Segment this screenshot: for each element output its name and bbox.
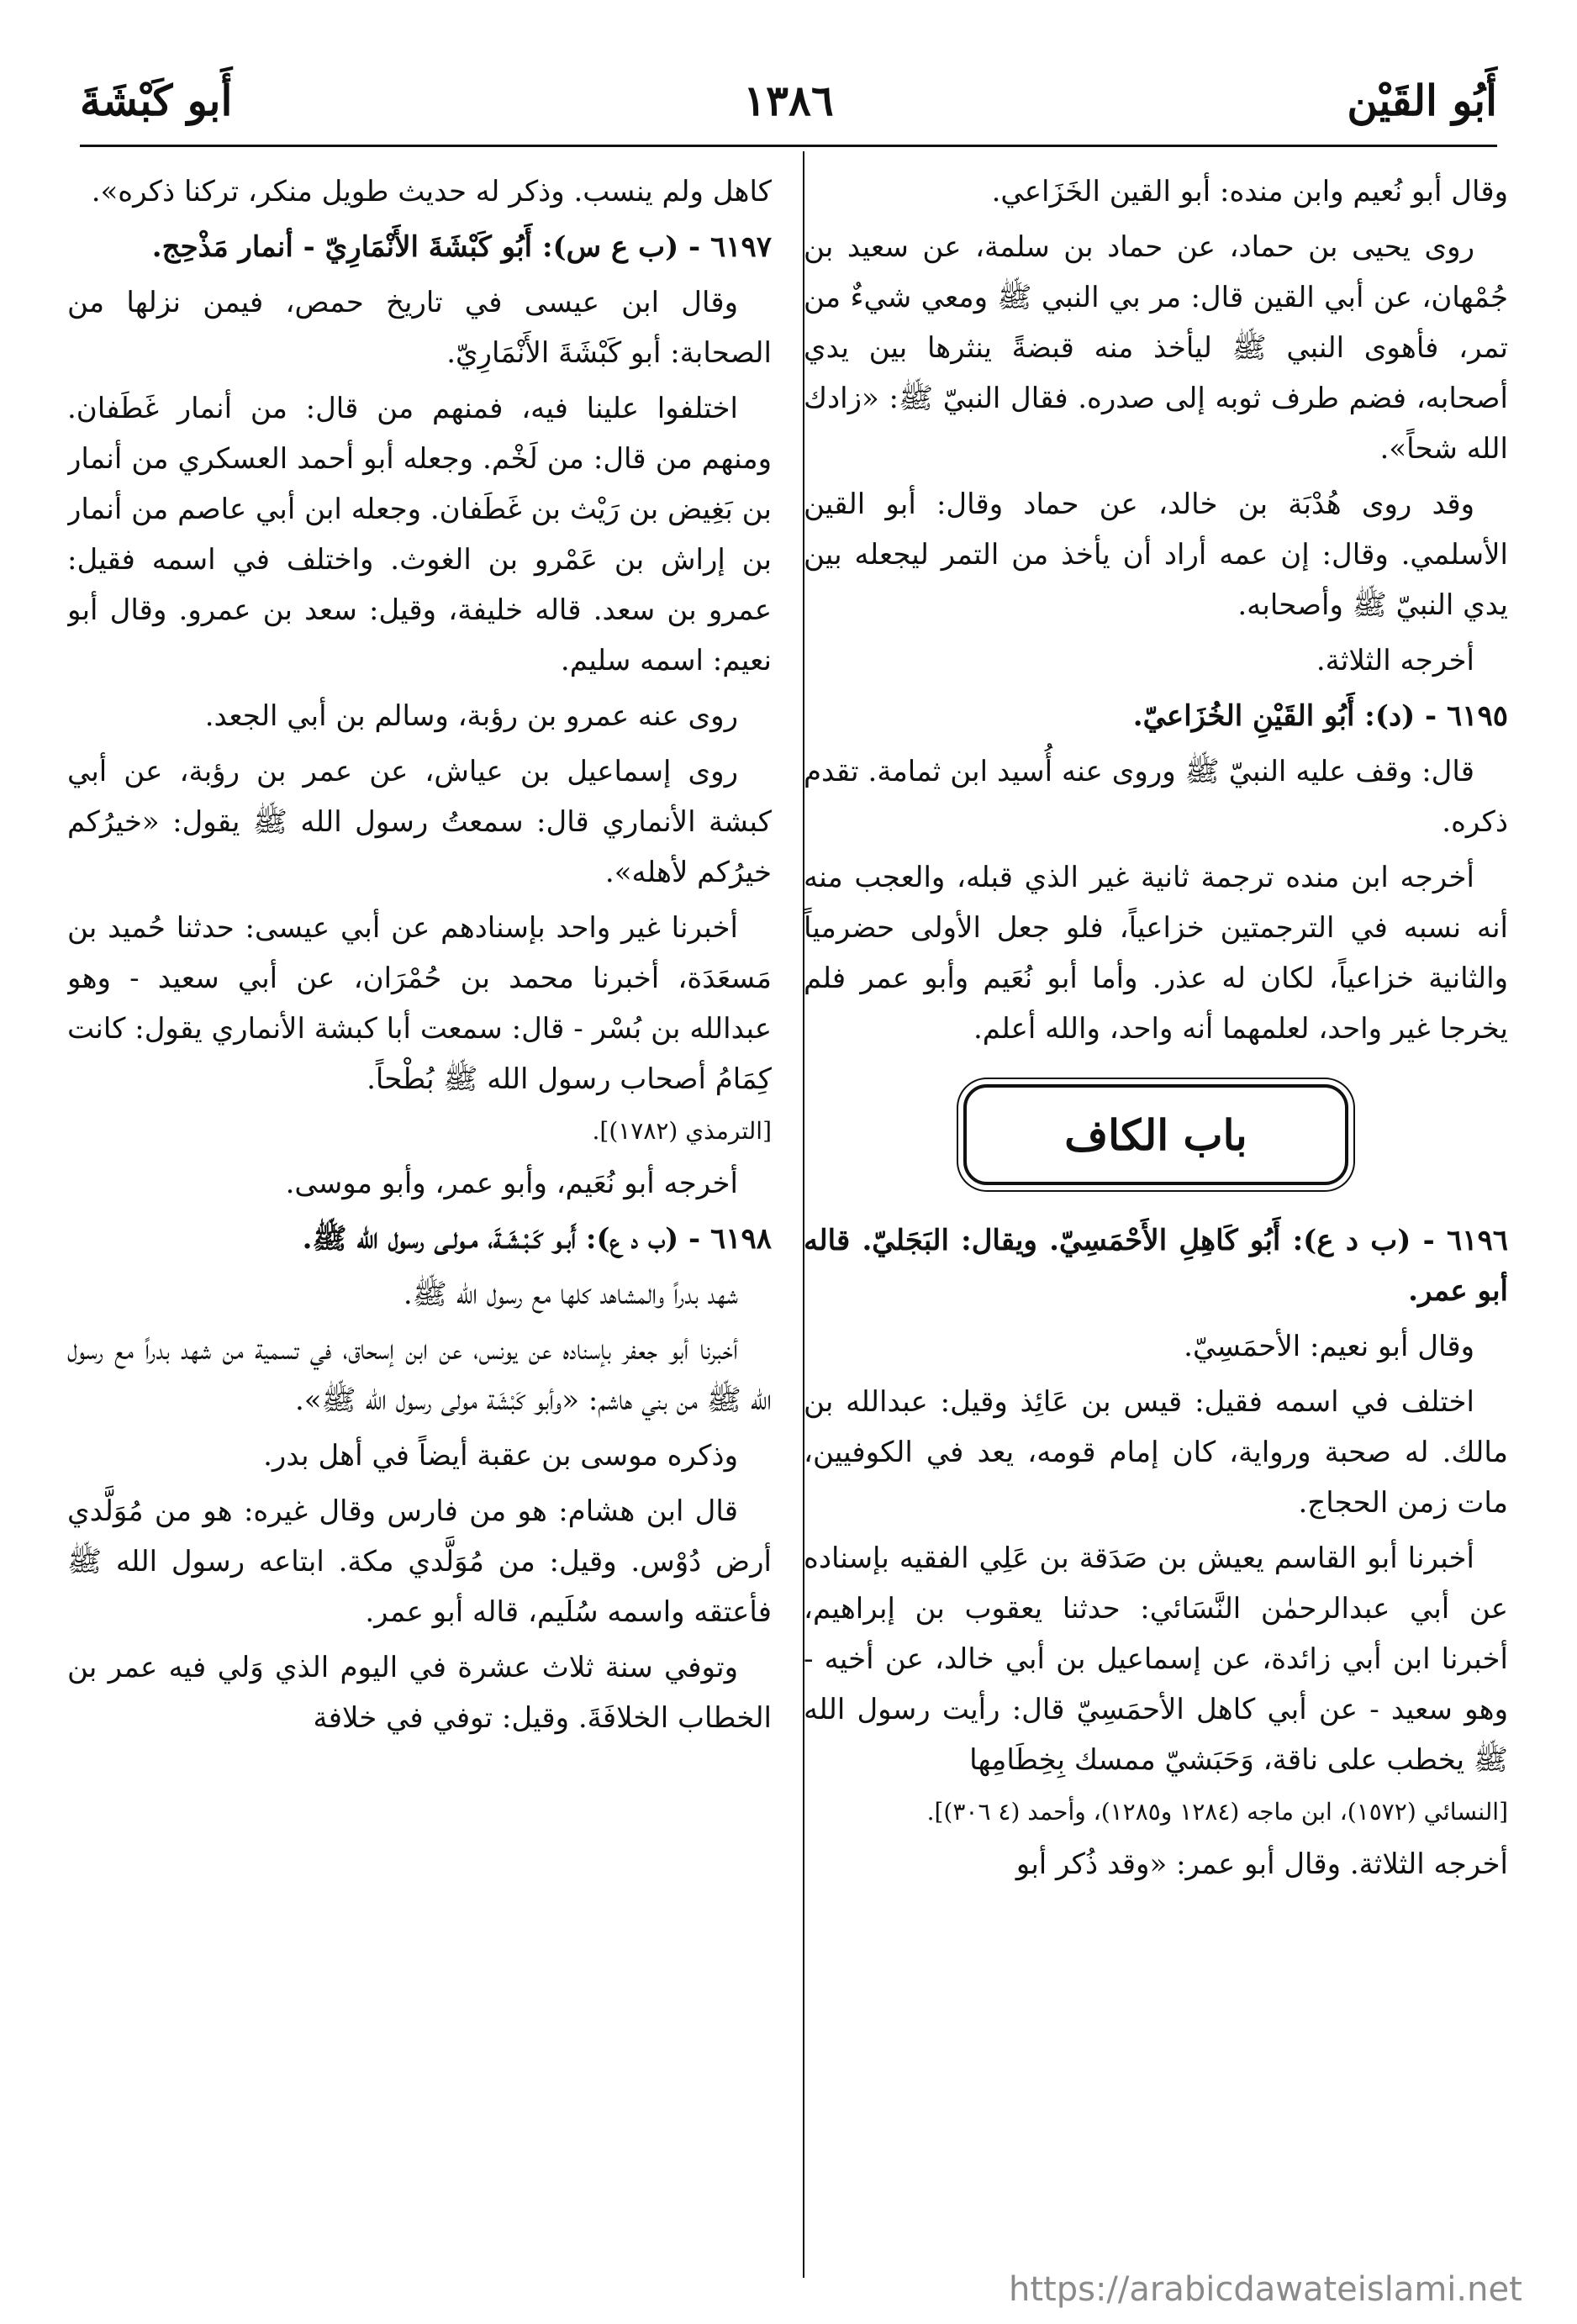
paragraph: قال ابن هشام: هو من فارس وقال غيره: هو من مُوَلَّدي أرض دُوْس. وقيل: من مُوَلَّدي مكة. ابتاعه رسول الله ﷺ فأعتقه واسمه سُلَيم، قاله أبو عمر. [67,1494,772,1629]
page-header [80,76,1497,143]
paragraph: اختلف في اسمه فقيل: قيس بن عَائِذ وقيل: عبدالله بن مالك. له صحبة ورواية، كان إمام قومه، يعد في الكوفيين، مات زمن الحجاج. [804,1385,1508,1520]
paragraph: أخبرنا أبو جعفر بإسناده عن يونس، عن ابن إسحاق، في تسمية من شهد بدراً مع رسول الله ﷺ من بني هاشم: «وأبو كَبْشَة مولى رسول الله ﷺ». [67,1333,772,1417]
paragraph: وقد روى هُدْبَة بن خالد، عن حماد وقال: أبو القين الأسلمي. وقال: إن عمه أراد أن يأخذ من التمر ليجعله بين يدي النبيّ ﷺ وأصحابه. [804,487,1508,622]
paragraph: اختلفوا علينا فيه، فمنهم من قال: من أنمار غَطَفان. ومنهم من قال: من لَخْم. وجعله أبو أحمد العسكري من أنمار بن بَغِيض بن رَيْث بن غَطَفان. وجعله ابن أبي عاصم من أنمار بن إراش بن عَمْرو بن الغوث. واختلف في اسمه فقيل: عمرو بن سعد. قاله خليفة، وقيل: سعد بن عمرو. وقال أبو نعيم: اسمه سليم. [67,392,772,677]
paragraph: وقال أبو نُعيم وابن منده: أبو القين الخَزَاعي. [991,175,1508,208]
paragraph: وذكره موسى بن عقبة أيضاً في أهل بدر. [263,1439,738,1473]
page-number: ١٣٨٦ [743,76,834,125]
paragraph: روى إسماعيل بن عياش، عن عمر بن رؤبة، عن أبي كبشة الأنماري قال: سمعتُ رسول الله ﷺ يقول: «خيرُكم خيرُكم لأهله». [67,755,772,889]
entry-heading: ٦١٩٥ - (د): أَبُو القَيْنِ الخُزَاعيّ. [1132,699,1508,733]
paragraph: شهد بدراً والمشاهد كلها مع رسول الله ﷺ. [403,1278,738,1311]
entry-heading: ٦١٩٨ - (ب د ع): أَبـو كَـبْـشَـةَ، مـولـى رسول الله ﷺ. [302,1222,772,1256]
paragraph: روى عنه عمرو بن رؤبة، وسالم بن أبي الجعد. [204,699,738,733]
left-column [67,166,772,2276]
reference-line: [الترمذي (١٧٨٢)]. [592,1117,772,1145]
paragraph: أخرجه الثلاثة. [1316,644,1474,677]
paragraph: روى يحيى بن حماد، عن حماد بن سلمة، عن سعيد بن جُمْهان، عن أبي القين قال: مر بي النبي ﷺ ومعي شيءٌ من تمر، فأهوى النبي ﷺ ليأخذ منه قبضةً ينثرها بين يدي أصحابه، فضم طرف ثوبه إلى صدره. فقال النبيّ ﷺ: «زادك الله شحاً». [804,230,1508,466]
paragraph: أخبرنا غير واحد بإسنادهم عن أبي عيسى: حدثنا حُميد بن مَسعَدَة، أخبرنا محمد بن حُمْرَان، عن أبي سعيد - وهو عبدالله بن بُسْر - قال: سمعت أبا كبشة الأنماري يقول: كانت كِمَامُ أصحاب رسول الله ﷺ بُطْحاً. [67,911,772,1096]
paragraph: أخرجه الثلاثة. وقال أبو عمر: «وقد ذُكر أبو [1015,1847,1508,1881]
header-rule [80,145,1497,147]
paragraph: كاهل ولم ينسب. وذكر له حديث طويل منكر، تركنا ذكره». [91,175,772,208]
paragraph: أخبرنا أبو القاسم يعيش بن صَدَقة بن عَلِي الفقيه بإسناده عن أبي عبدالرحمٰن النَّسَائي: حدثنا يعقوب بن إبراهيم، أخبرنا ابن أبي زائدة، عن إسماعيل بن أبي خالد، عن أخيه - وهو سعيد - عن أبي كاهل الأحمَسِيّ قال: رأيت رسول الله ﷺ يخطب على ناقة، وَحَبَشيّ ممسك بِخِطَامِها [804,1541,1508,1777]
paragraph: قال: وقف عليه النبيّ ﷺ وروى عنه أُسيد ابن ثمامة. تقدم ذكره. [804,755,1508,839]
right-column [804,166,1508,2276]
paragraph: وتوفي سنة ثلاث عشرة في اليوم الذي وَلي فيه عمر بن الخطاب الخلافَةَ. وقيل: توفي في خلافة [67,1651,772,1735]
paragraph: وقال ابن عيسى في تاريخ حمص، فيمن نزلها من الصحابة: أبو كَبْشَةَ الأَنْمَارِيّ. [67,286,772,370]
paragraph: وقال أبو نعيم: الأحمَسِيّ. [1184,1330,1474,1363]
chapter-title: باب الكاف [963,1084,1348,1185]
paragraph: أخرجه أبو نُعَيم، وأبو عمر، وأبو موسى. [285,1167,738,1200]
entry-heading: ٦١٩٦ - (ب د ع): أَبُو كَاهِلِ الأَحْمَسِيّ. ويقال: البَجَليّ. قاله أبو عمر. [804,1224,1508,1308]
running-head-right: أَبُو القَيْن [1347,76,1497,125]
reference-line: [النسائي (١٥٧٢)، ابن ماجه (١٢٨٤ و١٢٨٥)، وأحمد (٤ ٣٠٦)]. [926,1798,1508,1826]
watermark-url: https://arabicdawateislami.net [1009,2270,1522,2309]
paragraph: أخرجه ابن منده ترجمة ثانية غير الذي قبله، والعجب منه أنه نسبه في الترجمتين خزاعياً، فلو جعل الأولى حضرمياً والثانية خزاعياً، لكان له عذر. وأما أبو نُعَيم وأبو عمر فلم يخرجا غير واحد، لعلمهما أنه واحد، والله أعلم. [804,861,1508,1046]
entry-heading: ٦١٩٧ - (ب ع س): أَبُو كَبْشَةَ الأَنْمَارِيّ - أنمار مَذْحِج. [151,230,772,264]
running-head-left: أَبو كَبْشَةَ [80,76,233,125]
